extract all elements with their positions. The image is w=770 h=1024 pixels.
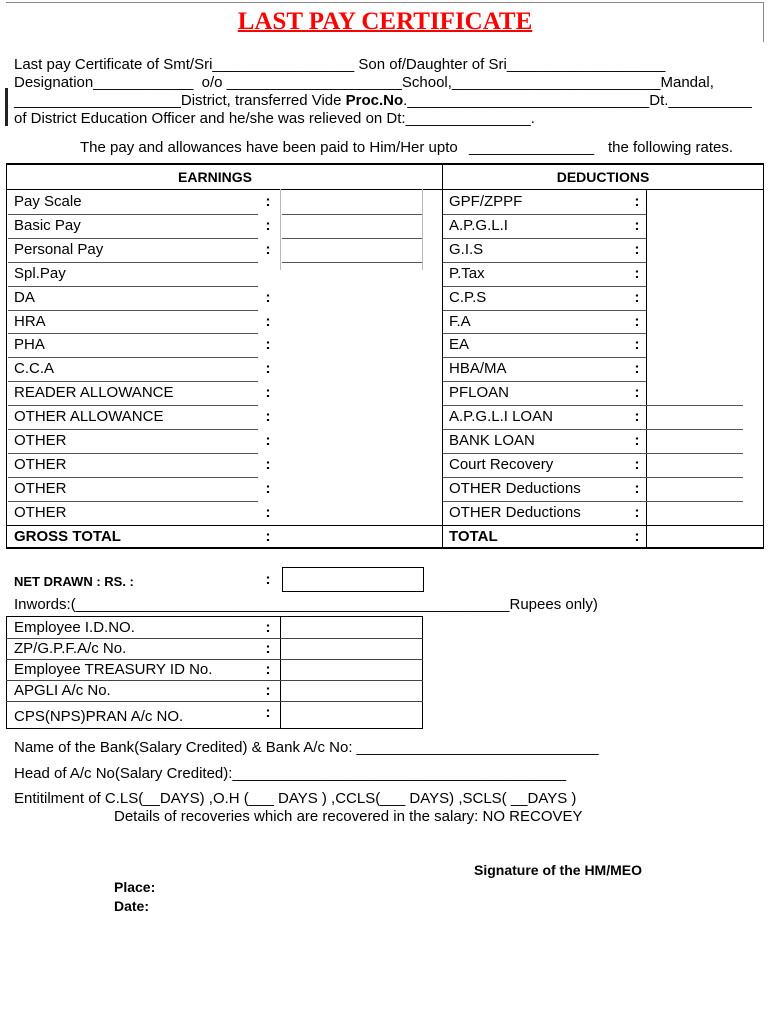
deduction-row-rule bbox=[443, 381, 646, 382]
earning-colon: : bbox=[265, 504, 271, 521]
id-colon: : bbox=[265, 619, 271, 636]
net-drawn-input[interactable] bbox=[282, 567, 424, 592]
designation-field[interactable]: ____________ bbox=[93, 74, 194, 91]
id-colon: : bbox=[265, 661, 271, 678]
deduction-value-cell[interactable] bbox=[648, 407, 762, 428]
table-header-divider bbox=[6, 189, 763, 190]
earning-row-rule bbox=[8, 333, 258, 334]
deduction-colon: : bbox=[634, 360, 640, 377]
earning-colon: : bbox=[265, 193, 271, 210]
intro-line-1: Last pay Certificate of Smt/Sri_________________ Son of/Daughter of Sri___________________ bbox=[14, 56, 666, 73]
net-drawn-label: NET DRAWN : RS. : bbox=[14, 574, 134, 589]
earning-colon: : bbox=[265, 432, 271, 449]
earning-colon: : bbox=[265, 217, 271, 234]
deduction-row-rule bbox=[443, 262, 646, 263]
id-value-cell[interactable] bbox=[282, 680, 422, 700]
deduction-row-rule bbox=[443, 333, 646, 334]
earning-value-rule bbox=[282, 214, 422, 215]
earning-colon: : bbox=[265, 528, 271, 545]
earning-colon: : bbox=[265, 480, 271, 497]
earning-row-rule bbox=[8, 357, 258, 358]
earning-label: PHA bbox=[14, 336, 45, 353]
deduction-row-rule bbox=[443, 405, 743, 406]
place-label: Place: bbox=[114, 879, 156, 895]
deduction-label: OTHER Deductions bbox=[449, 504, 581, 521]
deduction-value-cell[interactable] bbox=[648, 359, 762, 380]
deduction-colon: : bbox=[634, 313, 640, 330]
earning-colon: : bbox=[265, 456, 271, 473]
paid-upto-field[interactable]: _______________ bbox=[469, 139, 595, 156]
earning-label: OTHER bbox=[14, 480, 67, 497]
intro-line-3: ____________________District, transferred Vide Proc.No._____________________________Dt.__________ bbox=[14, 92, 752, 109]
deduction-label: HBA/MA bbox=[449, 360, 507, 377]
earning-value-cell[interactable] bbox=[282, 455, 422, 476]
earning-row-rule bbox=[8, 477, 258, 478]
earning-label: OTHER bbox=[14, 504, 67, 521]
deduction-value-cell[interactable] bbox=[648, 527, 762, 548]
earning-label: OTHER bbox=[14, 432, 67, 449]
id-colon: : bbox=[265, 640, 271, 657]
earning-value-cell[interactable] bbox=[282, 312, 422, 333]
earning-colon: : bbox=[265, 360, 271, 377]
deduction-label: PFLOAN bbox=[449, 384, 510, 401]
deduction-label: F.A bbox=[449, 313, 471, 330]
deduction-row-rule bbox=[443, 429, 743, 430]
earning-row-rule bbox=[8, 453, 258, 454]
earning-value-cell[interactable] bbox=[282, 431, 422, 452]
deduction-value-cell[interactable] bbox=[648, 192, 762, 213]
page-border-top bbox=[6, 2, 764, 3]
earning-label: OTHER bbox=[14, 456, 67, 473]
deduction-value-cell[interactable] bbox=[648, 431, 762, 452]
total-label: TOTAL bbox=[449, 528, 498, 545]
entitlement-line: Entitilment of C.LS(__DAYS) ,O.H (___ DAYS ) ,CCLS(___ DAYS) ,SCLS( __DAYS ) bbox=[14, 790, 577, 807]
signature-label: Signature of the HM/MEO bbox=[474, 862, 642, 878]
earning-label: Personal Pay bbox=[14, 241, 104, 258]
deduction-label: G.I.S bbox=[449, 241, 484, 258]
id-value-cell[interactable] bbox=[282, 659, 422, 679]
id-value-cell[interactable] bbox=[282, 706, 422, 726]
earning-value-rule bbox=[282, 238, 422, 239]
deduction-row-rule bbox=[443, 214, 646, 215]
proc-no-field[interactable]: _____________________________ bbox=[407, 92, 650, 109]
earning-colon: : bbox=[265, 289, 271, 306]
id-table-left bbox=[6, 616, 7, 729]
id-label: Employee I.D.NO. bbox=[14, 619, 135, 636]
earning-value-cell[interactable] bbox=[282, 240, 422, 261]
earning-row-rule bbox=[8, 381, 258, 382]
table-right-border bbox=[763, 163, 764, 549]
mandal-field[interactable]: _________________________ bbox=[451, 74, 661, 91]
deduction-value-cell[interactable] bbox=[648, 479, 762, 500]
deduction-label: A.P.G.L.I bbox=[449, 217, 508, 234]
deduction-value-cell[interactable] bbox=[648, 312, 762, 333]
earning-label: C.C.A bbox=[14, 360, 55, 377]
intro-line-4: of District Education Officer and he/she was relieved on Dt:_______________. bbox=[14, 110, 535, 127]
recoveries-line: Details of recoveries which are recovered in the salary: NO RECOVEY bbox=[114, 808, 583, 825]
deduction-row-rule bbox=[443, 286, 646, 287]
earning-row-rule bbox=[8, 310, 258, 311]
earning-value-cell[interactable] bbox=[282, 216, 422, 237]
earning-colon: : bbox=[265, 408, 271, 425]
deduction-value-cell[interactable] bbox=[648, 288, 762, 309]
earning-value-cell[interactable] bbox=[282, 192, 422, 213]
deduction-label: BANK LOAN bbox=[449, 432, 535, 449]
deduction-value-cell[interactable] bbox=[648, 383, 762, 404]
deduction-row-rule bbox=[443, 477, 743, 478]
earning-value-divider-top-right bbox=[422, 189, 423, 270]
earning-value-cell[interactable] bbox=[282, 383, 422, 404]
proc-date-field[interactable]: __________ bbox=[668, 92, 752, 109]
earning-colon: : bbox=[265, 313, 271, 330]
inwords-field[interactable]: ____________________________________________________ bbox=[75, 596, 510, 613]
inwords-line: Inwords:(____________________________________________________Rupees only) bbox=[14, 596, 598, 613]
id-table-right bbox=[422, 616, 423, 729]
deduction-row-rule bbox=[443, 357, 646, 358]
earning-colon: : bbox=[265, 241, 271, 258]
deduction-colon: : bbox=[634, 480, 640, 497]
earning-row-rule bbox=[8, 286, 258, 287]
id-value-cell[interactable] bbox=[282, 638, 422, 658]
name-field[interactable]: _________________ bbox=[212, 56, 355, 73]
bank-account-field[interactable]: _____________________________ bbox=[356, 739, 599, 756]
table-left-border bbox=[6, 163, 7, 549]
deduction-label: A.P.G.L.I LOAN bbox=[449, 408, 553, 425]
head-account-line: Head of A/c No(Salary Credited):________________________________________ bbox=[14, 765, 567, 782]
deduction-label: EA bbox=[449, 336, 470, 353]
id-label: CPS(NPS)PRAN A/c NO. bbox=[14, 708, 184, 725]
intro-line-5: The pay and allowances have been paid to Him/Her upto bbox=[80, 139, 458, 156]
earning-value-cell[interactable] bbox=[282, 264, 422, 285]
earning-value-divider-top bbox=[280, 189, 281, 270]
earning-label: Spl.Pay bbox=[14, 265, 66, 282]
earning-label: OTHER ALLOWANCE bbox=[14, 408, 164, 425]
deduction-colon: : bbox=[634, 289, 640, 306]
deduction-value-cell[interactable] bbox=[648, 503, 762, 524]
deduction-colon: : bbox=[634, 528, 640, 545]
head-account-field[interactable]: ________________________________________ bbox=[232, 765, 567, 782]
earning-value-cell[interactable] bbox=[282, 407, 422, 428]
relieved-date-field[interactable]: _______________ bbox=[405, 110, 531, 127]
earning-label: Pay Scale bbox=[14, 193, 82, 210]
earning-value-cell[interactable] bbox=[282, 479, 422, 500]
id-table-bottom bbox=[6, 728, 423, 729]
deduction-colon: : bbox=[634, 504, 640, 521]
earning-value-cell[interactable] bbox=[282, 359, 422, 380]
father-name-field[interactable]: ___________________ bbox=[506, 56, 666, 73]
deduction-colon: : bbox=[634, 336, 640, 353]
earning-row-rule bbox=[8, 262, 258, 263]
district-field[interactable]: ____________________ bbox=[14, 92, 181, 109]
deduction-row-rule bbox=[443, 501, 743, 502]
earning-row-rule bbox=[8, 429, 258, 430]
deduction-value-cell[interactable] bbox=[648, 455, 762, 476]
earning-colon: : bbox=[265, 336, 271, 353]
earning-value-cell[interactable] bbox=[282, 335, 422, 356]
deduction-label: Court Recovery bbox=[449, 456, 554, 473]
deduction-row-rule bbox=[443, 453, 743, 454]
id-label: Employee TREASURY ID No. bbox=[14, 661, 213, 678]
margin-bar bbox=[5, 88, 8, 126]
deduction-value-cell[interactable] bbox=[648, 216, 762, 237]
deduction-label: GPF/ZPPF bbox=[449, 193, 523, 210]
earning-row-rule bbox=[8, 501, 258, 502]
gross-total-label: GROSS TOTAL bbox=[14, 528, 121, 545]
earning-label: HRA bbox=[14, 313, 46, 330]
earning-row-rule bbox=[8, 405, 258, 406]
deduction-value-divider bbox=[646, 189, 647, 549]
earning-label: DA bbox=[14, 289, 35, 306]
id-colon: : bbox=[265, 704, 271, 721]
deduction-label: P.Tax bbox=[449, 265, 485, 282]
earning-colon: : bbox=[265, 384, 271, 401]
id-table-mid bbox=[280, 616, 281, 729]
earning-row-rule bbox=[8, 214, 258, 215]
deduction-colon: : bbox=[634, 456, 640, 473]
deduction-colon: : bbox=[634, 432, 640, 449]
deduction-row-rule bbox=[443, 238, 646, 239]
earning-label: READER ALLOWANCE bbox=[14, 384, 174, 401]
deduction-value-cell[interactable] bbox=[648, 335, 762, 356]
deduction-colon: : bbox=[634, 193, 640, 210]
earning-row-rule bbox=[8, 238, 258, 239]
bank-line: Name of the Bank(Salary Credited) & Bank A/c No: _____________________________ bbox=[14, 739, 599, 756]
table-middle-divider bbox=[442, 163, 443, 549]
earning-value-rule bbox=[282, 262, 422, 263]
deduction-colon: : bbox=[634, 408, 640, 425]
date-label: Date: bbox=[114, 898, 150, 914]
id-label: APGLI A/c No. bbox=[14, 682, 111, 699]
earnings-header: EARNINGS bbox=[178, 169, 252, 185]
intro-line-5-end: the following rates. bbox=[608, 139, 734, 156]
earning-label: Basic Pay bbox=[14, 217, 81, 234]
deduction-label: C.P.S bbox=[449, 289, 487, 306]
earning-value-cell[interactable] bbox=[282, 288, 422, 309]
earning-value-cell[interactable] bbox=[282, 527, 422, 548]
deduction-value-cell[interactable] bbox=[648, 240, 762, 261]
deduction-colon: : bbox=[634, 217, 640, 234]
deduction-label: OTHER Deductions bbox=[449, 480, 581, 497]
school-field[interactable]: _____________________ bbox=[226, 74, 402, 91]
intro-line-2: Designation____________ o/o _____________________School,_________________________Mandal, bbox=[14, 74, 714, 91]
id-label: ZP/G.P.F.A/c No. bbox=[14, 640, 127, 657]
table-top-border bbox=[6, 163, 763, 165]
id-colon: : bbox=[265, 682, 271, 699]
earning-value-cell[interactable] bbox=[282, 503, 422, 524]
total-row-divider bbox=[6, 525, 763, 526]
deduction-row-rule bbox=[443, 310, 646, 311]
net-drawn-colon: : bbox=[265, 571, 271, 588]
deduction-colon: : bbox=[634, 384, 640, 401]
deduction-colon: : bbox=[634, 265, 640, 282]
page-title: LAST PAY CERTIFICATE bbox=[237, 8, 533, 35]
id-row-rule bbox=[6, 701, 423, 702]
deduction-colon: : bbox=[634, 241, 640, 258]
deduction-value-cell[interactable] bbox=[648, 264, 762, 285]
id-value-cell[interactable] bbox=[282, 617, 422, 637]
deductions-header: DEDUCTIONS bbox=[556, 169, 650, 185]
